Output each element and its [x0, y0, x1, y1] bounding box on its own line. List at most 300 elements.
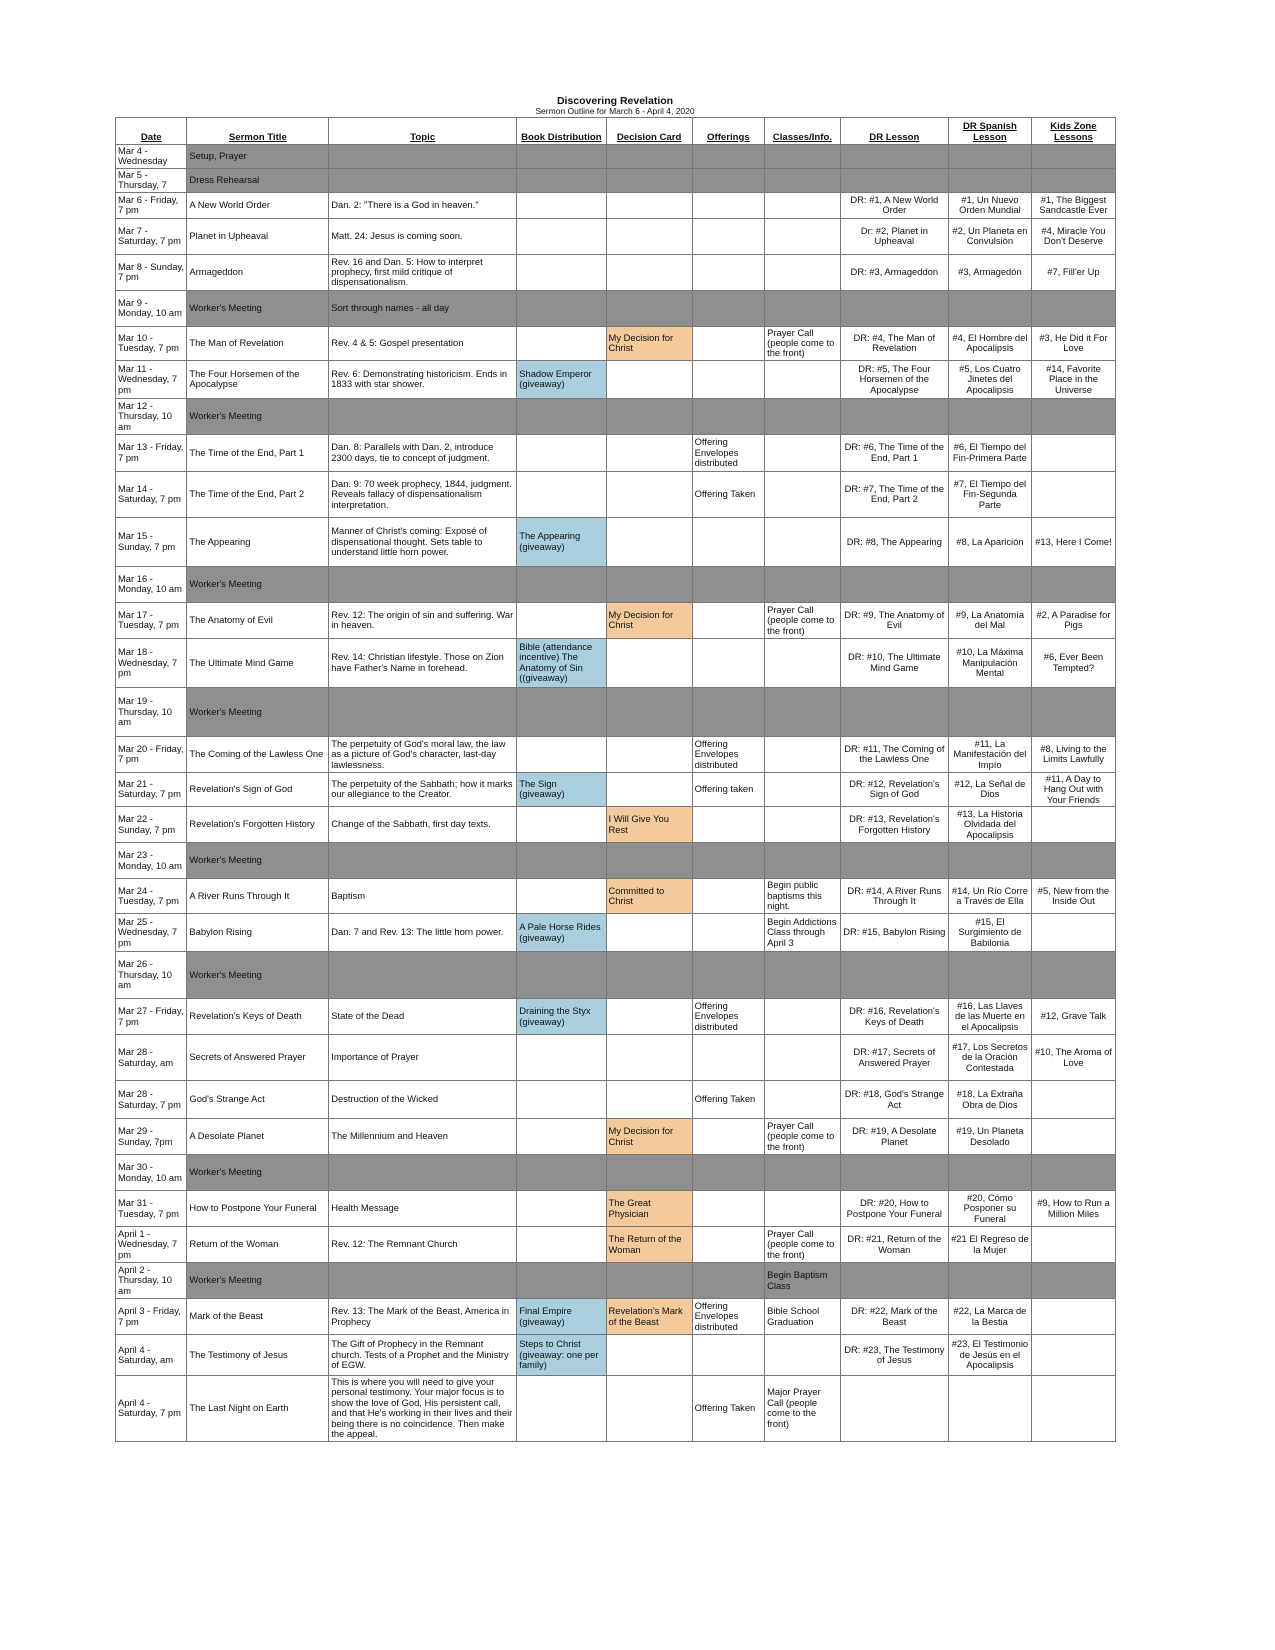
dr-lesson-cell: DR: #23, The Testimony of Jesus — [840, 1335, 948, 1376]
table-row — [116, 602, 1116, 638]
decision-card-cell — [606, 1081, 692, 1119]
decision-card-cell — [606, 168, 692, 192]
offerings-cell — [692, 843, 764, 879]
offerings-cell: Offering Taken — [692, 1376, 764, 1441]
dr-lesson-cell — [840, 145, 948, 169]
dr-spanish-lesson-cell: #5, Los Cuatro Jinetes del Apocalipsis — [948, 360, 1031, 398]
offerings-cell — [692, 254, 764, 290]
table-row — [116, 145, 1116, 169]
date-cell: Mar 22 - Sunday, 7 pm — [116, 807, 187, 843]
decision-card-cell: My Decision for Christ — [606, 602, 692, 638]
dr-lesson-cell: DR: #8, The Appearing — [840, 517, 948, 566]
book-distribution-cell — [517, 326, 606, 360]
dr-spanish-lesson-cell: #18, La Extraña Obra de Dios — [948, 1081, 1031, 1119]
dr-spanish-lesson-cell — [948, 952, 1031, 999]
topic-cell: Destruction of the Wicked — [329, 1081, 517, 1119]
sermon-title-cell: A Desolate Planet — [187, 1119, 329, 1155]
decision-card-cell — [606, 1263, 692, 1299]
table-row — [116, 1081, 1116, 1119]
kids-zone-lesson-cell: #8, Living to the Limits Lawfully — [1031, 736, 1115, 772]
dr-spanish-lesson-cell — [948, 398, 1031, 434]
dr-lesson-cell: DR: #10, The Ultimate Mind Game — [840, 638, 948, 687]
dr-spanish-lesson-cell: #14, Un Río Corre a Través de Ella — [948, 879, 1031, 914]
decision-card-cell — [606, 254, 692, 290]
topic-cell — [329, 952, 517, 999]
date-cell: Mar 11 - Wednesday, 7 pm — [116, 360, 187, 398]
table-row — [116, 398, 1116, 434]
dr-spanish-lesson-cell: #19, Un Planeta Desolado — [948, 1119, 1031, 1155]
topic-cell: Dan. 8: Parallels with Dan. 2, introduce 2300 days, tie to concept of judgment. — [329, 434, 517, 471]
offerings-cell — [692, 290, 764, 326]
decision-card-cell: My Decision for Christ — [606, 1119, 692, 1155]
offerings-cell — [692, 1263, 764, 1299]
classes-info-cell — [765, 145, 841, 169]
date-cell: Mar 4 - Wednesday — [116, 145, 187, 169]
table-row — [116, 843, 1116, 879]
date-cell: April 1 - Wednesday, 7 pm — [116, 1227, 187, 1263]
col-header-offerings: Offerings — [692, 118, 764, 145]
col-header-sermon-title: Sermon Title — [187, 118, 329, 145]
dr-lesson-cell: DR: #20, How to Postpone Your Funeral — [840, 1191, 948, 1227]
table-row — [116, 168, 1116, 192]
table-row — [116, 192, 1116, 218]
dr-lesson-cell — [840, 566, 948, 602]
table-row — [116, 1335, 1116, 1376]
topic-cell — [329, 1155, 517, 1191]
classes-info-cell — [765, 360, 841, 398]
date-cell: Mar 28 - Saturday, 7 pm — [116, 1081, 187, 1119]
date-cell: Mar 5 - Thursday, 7 — [116, 168, 187, 192]
dr-spanish-lesson-cell — [948, 1263, 1031, 1299]
kids-zone-lesson-cell: #11, A Day to Hang Out with Your Friends — [1031, 772, 1115, 806]
date-cell: Mar 28 - Saturday, am — [116, 1035, 187, 1081]
classes-info-cell — [765, 1155, 841, 1191]
date-cell: Mar 18 - Wednesday, 7 pm — [116, 638, 187, 687]
book-distribution-cell — [517, 566, 606, 602]
topic-cell: Health Message — [329, 1191, 517, 1227]
decision-card-cell — [606, 192, 692, 218]
dr-spanish-lesson-cell — [948, 566, 1031, 602]
topic-cell: Sort through names - all day — [329, 290, 517, 326]
dr-spanish-lesson-cell: #12, La Señal de Dios — [948, 772, 1031, 806]
decision-card-cell — [606, 218, 692, 254]
sermon-title-cell: Worker's Meeting — [187, 952, 329, 999]
sermon-title-cell: Worker's Meeting — [187, 566, 329, 602]
dr-lesson-cell: DR: #11, The Coming of the Lawless One — [840, 736, 948, 772]
sermon-title-cell: Mark of the Beast — [187, 1299, 329, 1335]
classes-info-cell — [765, 218, 841, 254]
date-cell: April 4 - Saturday, am — [116, 1335, 187, 1376]
topic-cell: Dan. 2: "There is a God in heaven." — [329, 192, 517, 218]
book-distribution-cell — [517, 952, 606, 999]
offerings-cell — [692, 952, 764, 999]
classes-info-cell — [765, 807, 841, 843]
table-row — [116, 1376, 1116, 1441]
classes-info-cell — [765, 772, 841, 806]
offerings-cell: Offering Envelopes distributed — [692, 999, 764, 1035]
offerings-cell: Offering Envelopes distributed — [692, 434, 764, 471]
table-row — [116, 1155, 1116, 1191]
dr-lesson-cell: DR: #6, The Time of the End, Part 1 — [840, 434, 948, 471]
dr-lesson-cell: DR: #15, Babylon Rising — [840, 914, 948, 952]
book-distribution-cell — [517, 145, 606, 169]
book-distribution-cell — [517, 1035, 606, 1081]
date-cell: Mar 14 - Saturday, 7 pm — [116, 471, 187, 517]
header-row — [116, 118, 1116, 145]
kids-zone-lesson-cell — [1031, 145, 1115, 169]
kids-zone-lesson-cell — [1031, 1119, 1115, 1155]
dr-lesson-cell: DR: #13, Revelation's Forgotten History — [840, 807, 948, 843]
dr-lesson-cell: DR: #19, A Desolate Planet — [840, 1119, 948, 1155]
table-row — [116, 879, 1116, 914]
decision-card-cell — [606, 1335, 692, 1376]
dr-spanish-lesson-cell: #4, El Hombre del Apocalipsis — [948, 326, 1031, 360]
decision-card-cell — [606, 952, 692, 999]
dr-lesson-cell: DR: #12, Revelation's Sign of God — [840, 772, 948, 806]
topic-cell: State of the Dead — [329, 999, 517, 1035]
classes-info-cell — [765, 687, 841, 736]
decision-card-cell — [606, 290, 692, 326]
sermon-title-cell: Return of the Woman — [187, 1227, 329, 1263]
classes-info-cell — [765, 638, 841, 687]
sermon-title-cell: Revelation's Sign of God — [187, 772, 329, 806]
date-cell: Mar 31 - Tuesday, 7 pm — [116, 1191, 187, 1227]
book-distribution-cell: Final Empire (giveaway) — [517, 1299, 606, 1335]
decision-card-cell — [606, 434, 692, 471]
table-row — [116, 1227, 1116, 1263]
book-distribution-cell — [517, 192, 606, 218]
date-cell: April 4 - Saturday, 7 pm — [116, 1376, 187, 1441]
classes-info-cell — [765, 471, 841, 517]
decision-card-cell — [606, 145, 692, 169]
dr-spanish-lesson-cell: #2, Un Planeta en Convulsión — [948, 218, 1031, 254]
offerings-cell — [692, 566, 764, 602]
topic-cell — [329, 566, 517, 602]
kids-zone-lesson-cell — [1031, 807, 1115, 843]
offerings-cell — [692, 517, 764, 566]
offerings-cell — [692, 1155, 764, 1191]
decision-card-cell — [606, 999, 692, 1035]
book-distribution-cell: The Appearing (giveaway) — [517, 517, 606, 566]
book-distribution-cell — [517, 1376, 606, 1441]
decision-card-cell — [606, 914, 692, 952]
kids-zone-lesson-cell — [1031, 843, 1115, 879]
date-cell: Mar 24 - Tuesday, 7 pm — [116, 879, 187, 914]
sermon-title-cell: Worker's Meeting — [187, 1155, 329, 1191]
offerings-cell — [692, 807, 764, 843]
topic-cell: Rev. 6: Demonstrating historicism. Ends in 1833 with star shower. — [329, 360, 517, 398]
dr-spanish-lesson-cell: #17, Los Secretos de la Oración Contestada — [948, 1035, 1031, 1081]
sermon-title-cell: The Four Horsemen of the Apocalypse — [187, 360, 329, 398]
date-cell: Mar 7 - Saturday, 7 pm — [116, 218, 187, 254]
topic-cell — [329, 687, 517, 736]
sermon-title-cell: The Appearing — [187, 517, 329, 566]
decision-card-cell: Revelation's Mark of the Beast — [606, 1299, 692, 1335]
col-header-dr-spanish-lesson: DR Spanish Lesson — [948, 118, 1031, 145]
kids-zone-lesson-cell — [1031, 566, 1115, 602]
offerings-cell — [692, 1227, 764, 1263]
date-cell: Mar 29 - Sunday, 7pm — [116, 1119, 187, 1155]
dr-spanish-lesson-cell: #3, Armagedón — [948, 254, 1031, 290]
decision-card-cell — [606, 1376, 692, 1441]
sermon-title-cell: Babylon Rising — [187, 914, 329, 952]
table-row — [116, 360, 1116, 398]
offerings-cell — [692, 1335, 764, 1376]
kids-zone-lesson-cell — [1031, 398, 1115, 434]
offerings-cell — [692, 1035, 764, 1081]
table-row — [116, 218, 1116, 254]
offerings-cell — [692, 602, 764, 638]
sermon-title-cell: Setup, Prayer — [187, 145, 329, 169]
date-cell: Mar 23 - Monday, 10 am — [116, 843, 187, 879]
dr-lesson-cell: DR: #7, The Time of the End, Part 2 — [840, 471, 948, 517]
dr-spanish-lesson-cell: #7, El Tiempo del Fin-Segunda Parte — [948, 471, 1031, 517]
offerings-cell — [692, 1191, 764, 1227]
table-row — [116, 1191, 1116, 1227]
date-cell: Mar 9 - Monday, 10 am — [116, 290, 187, 326]
dr-lesson-cell — [840, 290, 948, 326]
sermon-title-cell: Worker's Meeting — [187, 843, 329, 879]
date-cell: Mar 30 - Monday, 10 am — [116, 1155, 187, 1191]
topic-cell: Change of the Sabbath, first day texts. — [329, 807, 517, 843]
book-distribution-cell — [517, 398, 606, 434]
classes-info-cell: Begin public baptisms this night. — [765, 879, 841, 914]
classes-info-cell — [765, 566, 841, 602]
topic-cell: Manner of Christ's coming: Exposé of dispensational thought. Sets table to understand little horn power. — [329, 517, 517, 566]
topic-cell: Rev. 12: The Remnant Church — [329, 1227, 517, 1263]
classes-info-cell: Prayer Call (people come to the front) — [765, 326, 841, 360]
classes-info-cell — [765, 517, 841, 566]
offerings-cell: Offering Taken — [692, 1081, 764, 1119]
book-distribution-cell — [517, 602, 606, 638]
sermon-title-cell: Armageddon — [187, 254, 329, 290]
topic-cell — [329, 1263, 517, 1299]
topic-cell: Rev. 4 & 5: Gospel presentation — [329, 326, 517, 360]
table-row — [116, 1263, 1116, 1299]
date-cell: Mar 10 - Tuesday, 7 pm — [116, 326, 187, 360]
classes-info-cell — [765, 290, 841, 326]
table-row — [116, 638, 1116, 687]
table-row — [116, 807, 1116, 843]
classes-info-cell — [765, 434, 841, 471]
dr-lesson-cell: DR: #17, Secrets of Answered Prayer — [840, 1035, 948, 1081]
col-header-date: Date — [116, 118, 187, 145]
kids-zone-lesson-cell — [1031, 1335, 1115, 1376]
col-header-decision-card: Decision Card — [606, 118, 692, 145]
date-cell: Mar 12 - Thursday, 10 am — [116, 398, 187, 434]
col-header-kids-zone-lessons: Kids Zone Lessons — [1031, 118, 1115, 145]
date-cell: Mar 25 - Wednesday, 7 pm — [116, 914, 187, 952]
table-row — [116, 687, 1116, 736]
date-cell: April 3 - Friday, 7 pm — [116, 1299, 187, 1335]
kids-zone-lesson-cell — [1031, 952, 1115, 999]
dr-lesson-cell: DR: #18, God's Strange Act — [840, 1081, 948, 1119]
dr-lesson-cell — [840, 952, 948, 999]
table-row — [116, 772, 1116, 806]
classes-info-cell: Bible School Graduation — [765, 1299, 841, 1335]
topic-cell — [329, 843, 517, 879]
table-row — [116, 1299, 1116, 1335]
dr-spanish-lesson-cell — [948, 145, 1031, 169]
date-cell: Mar 26 - Thursday, 10 am — [116, 952, 187, 999]
kids-zone-lesson-cell — [1031, 914, 1115, 952]
topic-cell: The perpetuity of the Sabbath; how it marks our allegiance to the Creator. — [329, 772, 517, 806]
book-distribution-cell — [517, 736, 606, 772]
sermon-title-cell: The Last Night on Earth — [187, 1376, 329, 1441]
topic-cell: Baptism — [329, 879, 517, 914]
classes-info-cell — [765, 952, 841, 999]
date-cell: Mar 17 - Tuesday, 7 pm — [116, 602, 187, 638]
classes-info-cell: Prayer Call (people come to the front) — [765, 1227, 841, 1263]
offerings-cell — [692, 218, 764, 254]
sermon-title-cell: Dress Rehearsal — [187, 168, 329, 192]
offerings-cell: Offering Envelopes distributed — [692, 736, 764, 772]
topic-cell: This is where you will need to give your personal testimony. Your major focus is to show the love of God, His persistent call, and that He's working in their lives and their being there is no coincidence. Then make the appeal. — [329, 1376, 517, 1441]
dr-spanish-lesson-cell: #20, Cómo Posponer su Funeral — [948, 1191, 1031, 1227]
decision-card-cell: My Decision for Christ — [606, 326, 692, 360]
table-row — [116, 1035, 1116, 1081]
offerings-cell — [692, 192, 764, 218]
book-distribution-cell: The Sign (giveaway) — [517, 772, 606, 806]
dr-lesson-cell: DR: #3, Armageddon — [840, 254, 948, 290]
sermon-title-cell: A River Runs Through It — [187, 879, 329, 914]
decision-card-cell — [606, 566, 692, 602]
dr-lesson-cell: DR: #21, Return of the Woman — [840, 1227, 948, 1263]
table-row — [116, 517, 1116, 566]
dr-lesson-cell: Dr: #2, Planet in Upheaval — [840, 218, 948, 254]
kids-zone-lesson-cell: #7, Fill'er Up — [1031, 254, 1115, 290]
kids-zone-lesson-cell — [1031, 290, 1115, 326]
kids-zone-lesson-cell: #10, The Aroma of Love — [1031, 1035, 1115, 1081]
book-distribution-cell — [517, 1263, 606, 1299]
decision-card-cell: The Great Physician — [606, 1191, 692, 1227]
table-row — [116, 952, 1116, 999]
kids-zone-lesson-cell — [1031, 434, 1115, 471]
sermon-outline-table — [115, 117, 1116, 1442]
col-header-book-distribution: Book Distribution — [517, 118, 606, 145]
date-cell: Mar 6 - Friday, 7 pm — [116, 192, 187, 218]
sermon-title-cell: The Man of Revelation — [187, 326, 329, 360]
decision-card-cell — [606, 687, 692, 736]
book-distribution-cell — [517, 687, 606, 736]
dr-lesson-cell — [840, 398, 948, 434]
book-distribution-cell — [517, 434, 606, 471]
table-row — [116, 434, 1116, 471]
classes-info-cell — [765, 168, 841, 192]
dr-spanish-lesson-cell: #21 El Regreso de la Mujer — [948, 1227, 1031, 1263]
table-row — [116, 999, 1116, 1035]
decision-card-cell — [606, 638, 692, 687]
kids-zone-lesson-cell: #5, New from the Inside Out — [1031, 879, 1115, 914]
offerings-cell — [692, 326, 764, 360]
classes-info-cell: Prayer Call (people come to the front) — [765, 602, 841, 638]
dr-lesson-cell — [840, 168, 948, 192]
book-distribution-cell: Bible (attendance incentive) The Anatomy of Sin ((giveaway) — [517, 638, 606, 687]
topic-cell: Matt. 24: Jesus is coming soon. — [329, 218, 517, 254]
dr-spanish-lesson-cell: #23, El Testimonio de Jesús en el Apocalipsis — [948, 1335, 1031, 1376]
dr-spanish-lesson-cell — [948, 1376, 1031, 1441]
offerings-cell — [692, 145, 764, 169]
classes-info-cell — [765, 843, 841, 879]
classes-info-cell — [765, 999, 841, 1035]
sermon-title-cell: How to Postpone Your Funeral — [187, 1191, 329, 1227]
decision-card-cell: I Will Give You Rest — [606, 807, 692, 843]
classes-info-cell — [765, 398, 841, 434]
classes-info-cell — [765, 736, 841, 772]
decision-card-cell — [606, 517, 692, 566]
classes-info-cell — [765, 1191, 841, 1227]
offerings-cell: Offering Taken — [692, 471, 764, 517]
decision-card-cell — [606, 843, 692, 879]
table-row — [116, 736, 1116, 772]
book-distribution-cell — [517, 218, 606, 254]
dr-spanish-lesson-cell: #8, La Aparición — [948, 517, 1031, 566]
offerings-cell — [692, 914, 764, 952]
sermon-title-cell: Worker's Meeting — [187, 398, 329, 434]
kids-zone-lesson-cell: #2, A Paradise for Pigs — [1031, 602, 1115, 638]
col-header-topic: Topic — [329, 118, 517, 145]
decision-card-cell — [606, 471, 692, 517]
book-distribution-cell — [517, 471, 606, 517]
classes-info-cell: Begin Addictions Class through April 3 — [765, 914, 841, 952]
dr-lesson-cell — [840, 843, 948, 879]
classes-info-cell: Major Prayer Call (people come to the front) — [765, 1376, 841, 1441]
topic-cell: Dan. 9: 70 week prophecy, 1844, judgment. Reveals fallacy of dispensationalism interpretation. — [329, 471, 517, 517]
date-cell: Mar 8 - Sunday, 7 pm — [116, 254, 187, 290]
offerings-cell: Offering taken — [692, 772, 764, 806]
classes-info-cell: Prayer Call (people come to the front) — [765, 1119, 841, 1155]
topic-cell: Rev. 14: Christian lifestyle. Those on Zion have Father's Name in forehead. — [329, 638, 517, 687]
sermon-title-cell: The Testimony of Jesus — [187, 1335, 329, 1376]
dr-lesson-cell: DR: #16, Revelation's Keys of Death — [840, 999, 948, 1035]
table-row — [116, 326, 1116, 360]
topic-cell: Dan. 7 and Rev. 13: The little horn power. — [329, 914, 517, 952]
decision-card-cell — [606, 1155, 692, 1191]
kids-zone-lesson-cell: #3, He Did it For Love — [1031, 326, 1115, 360]
date-cell: April 2 - Thursday, 10 am — [116, 1263, 187, 1299]
sermon-title-cell: Revelation's Forgotten History — [187, 807, 329, 843]
book-distribution-cell — [517, 254, 606, 290]
classes-info-cell — [765, 254, 841, 290]
dr-spanish-lesson-cell: #22, La Marca de la Bestia — [948, 1299, 1031, 1335]
sermon-title-cell: Planet in Upheaval — [187, 218, 329, 254]
kids-zone-lesson-cell — [1031, 1299, 1115, 1335]
date-cell: Mar 27 - Friday, 7 pm — [116, 999, 187, 1035]
decision-card-cell: The Return of the Woman — [606, 1227, 692, 1263]
kids-zone-lesson-cell — [1031, 1155, 1115, 1191]
kids-zone-lesson-cell — [1031, 168, 1115, 192]
classes-info-cell — [765, 1335, 841, 1376]
offerings-cell — [692, 879, 764, 914]
kids-zone-lesson-cell — [1031, 1081, 1115, 1119]
dr-spanish-lesson-cell: #6, El Tiempo del Fin-Primera Parte — [948, 434, 1031, 471]
kids-zone-lesson-cell: #4, Miracle You Don't Deserve — [1031, 218, 1115, 254]
topic-cell — [329, 398, 517, 434]
dr-lesson-cell: DR: #4, The Man of Revelation — [840, 326, 948, 360]
decision-card-cell: Committed to Christ — [606, 879, 692, 914]
sermon-title-cell: The Coming of the Lawless One — [187, 736, 329, 772]
sermon-title-cell: The Time of the End, Part 1 — [187, 434, 329, 471]
table-row — [116, 566, 1116, 602]
dr-spanish-lesson-cell: #11, La Manifestación del Impío — [948, 736, 1031, 772]
book-distribution-cell — [517, 807, 606, 843]
book-distribution-cell — [517, 1081, 606, 1119]
table-row — [116, 1119, 1116, 1155]
dr-spanish-lesson-cell: #1, Un Nuevo Orden Mundial — [948, 192, 1031, 218]
topic-cell: The Gift of Prophecy in the Remnant church. Tests of a Prophet and the Ministry of EGW. — [329, 1335, 517, 1376]
dr-lesson-cell: DR: #14, A River Runs Through It — [840, 879, 948, 914]
book-distribution-cell — [517, 168, 606, 192]
